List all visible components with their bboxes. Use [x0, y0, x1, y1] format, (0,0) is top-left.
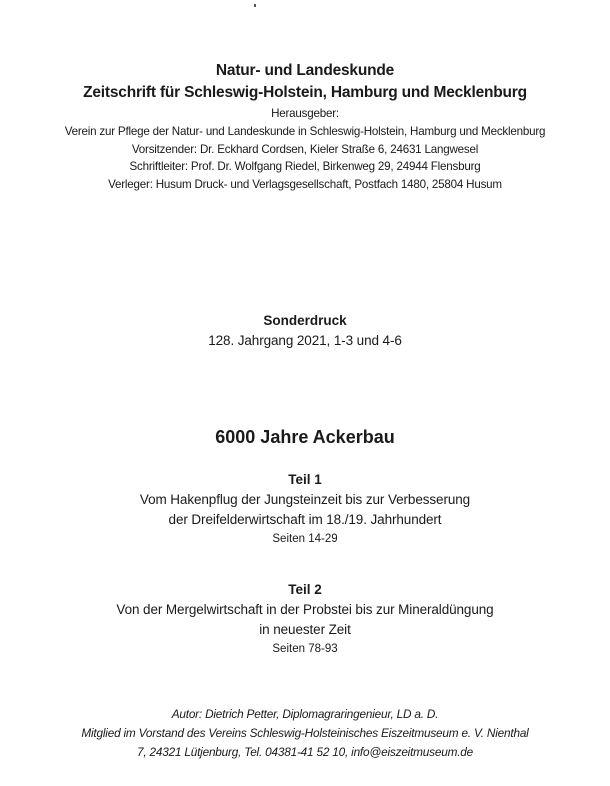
part-pages: Seiten 78-93: [272, 643, 338, 655]
article-title: 6000 Jahre Ackerbau: [215, 427, 395, 447]
offprint-section: [0, 311, 610, 351]
author-contact: 7, 24321 Lütjenburg, Tel. 04381-41 52 10, info@eiszeitmuseum.de: [136, 745, 474, 759]
publisher-name: Verein zur Pflege der Natur- und Landeskunde in Schleswig-Holstein, Hamburg und Mecklenburg: [64, 124, 546, 138]
journal-header: [0, 60, 610, 194]
scan-speck: [254, 4, 256, 7]
editor-info: Schriftleiter: Prof. Dr. Wolfgang Riedel, Birkenweg 29, 24944 Flensburg: [129, 160, 481, 174]
part-heading: Teil 1: [288, 472, 322, 487]
part-2: [0, 580, 610, 658]
press-info: Verleger: Husum Druck- und Verlagsgesellschaft, Postfach 1480, 25804 Husum: [108, 178, 502, 192]
part-description-line1: Vom Hakenpflug der Jungsteinzeit bis zur Verbesserung: [139, 492, 471, 507]
part-description-line2: in neuester Zeit: [259, 622, 351, 637]
volume-info: 128. Jahrgang 2021, 1-3 und 4-6: [208, 333, 402, 348]
author-block: [0, 705, 610, 762]
part-heading: Teil 2: [288, 582, 322, 597]
journal-name: Natur- und Landeskunde: [215, 62, 395, 79]
part-description-line1: Von der Mergelwirtschaft in der Probstei bis zur Mineraldüngung: [116, 602, 494, 617]
part-1: [0, 470, 610, 548]
author-name: Autor: Dietrich Petter, Diplomagraringenieur, LD a. D.: [171, 707, 439, 721]
offprint-label: Sonderdruck: [263, 313, 347, 328]
journal-subtitle: Zeitschrift für Schleswig-Holstein, Hamburg und Mecklenburg: [83, 84, 527, 101]
article-title-block: [0, 425, 610, 449]
part-pages: Seiten 14-29: [272, 533, 338, 545]
part-description-line2: der Dreifelderwirtschaft im 18./19. Jahrhundert: [168, 512, 442, 527]
author-membership: Mitglied im Vorstand des Vereins Schleswig-Holsteinisches Eiszeitmuseum e. V. Nienthal: [81, 726, 529, 740]
chair-info: Vorsitzender: Dr. Eckhard Cordsen, Kieler Straße 6, 24631 Langwesel: [131, 142, 479, 156]
publisher-label: Herausgeber:: [271, 107, 339, 120]
